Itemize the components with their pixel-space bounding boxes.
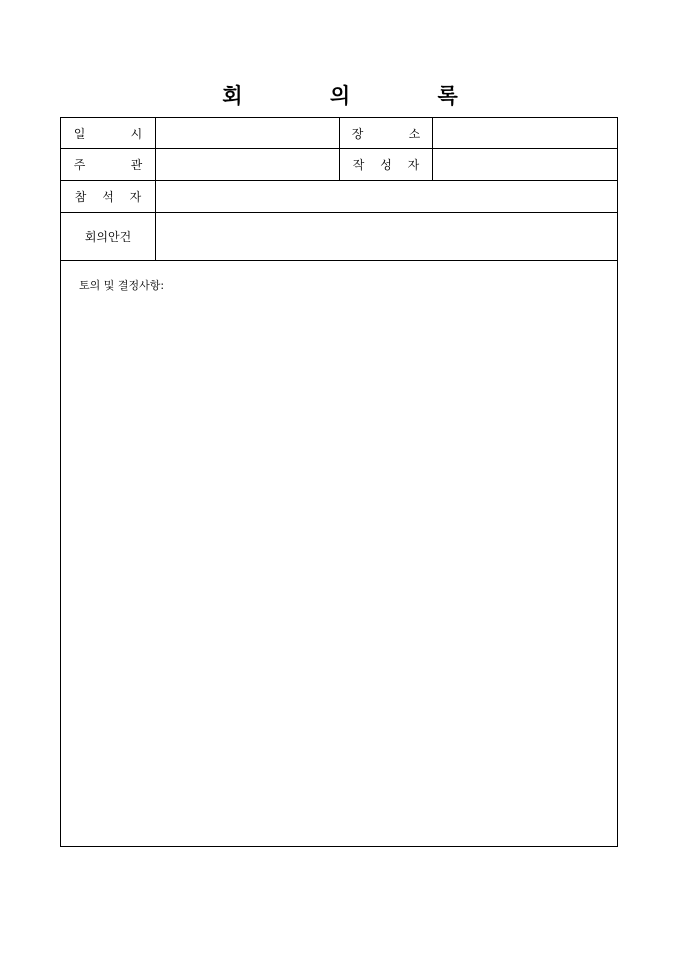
discussion-label: 토의 및 결정사항: <box>79 279 165 292</box>
row-host-writer <box>61 149 617 181</box>
host-label: 주 관 <box>61 149 156 180</box>
row-date-place <box>61 118 617 149</box>
row-attendees <box>61 181 617 213</box>
discussion-area[interactable] <box>61 261 617 846</box>
place-label: 장 소 <box>340 118 433 148</box>
writer-label: 작 성 자 <box>340 149 433 180</box>
row-agenda <box>61 213 617 261</box>
attendees-field[interactable] <box>156 181 617 212</box>
place-field[interactable] <box>433 118 617 148</box>
minutes-form <box>60 117 618 847</box>
page-title: 회 의 록 <box>222 83 498 108</box>
agenda-label: 회의안건 <box>61 213 156 260</box>
date-field[interactable] <box>156 118 340 148</box>
writer-field[interactable] <box>433 149 617 180</box>
date-label: 일 시 <box>61 118 156 148</box>
attendees-label: 참 석 자 <box>61 181 156 212</box>
agenda-field[interactable] <box>156 213 617 260</box>
host-field[interactable] <box>156 149 340 180</box>
